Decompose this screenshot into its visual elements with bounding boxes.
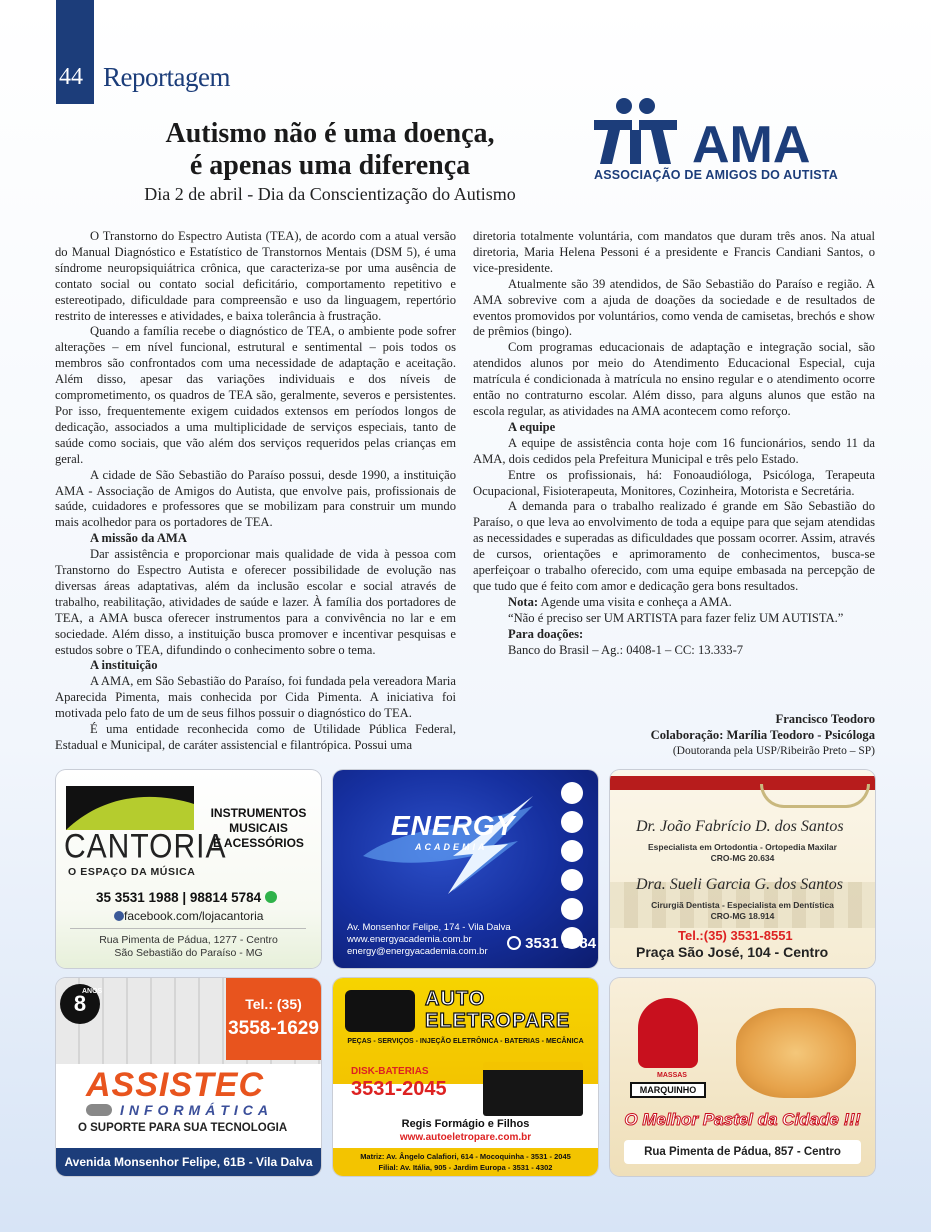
collaborator-note: (Doutoranda pela USP/Ribeirão Preto – SP) xyxy=(672,745,875,757)
dentists-phone: Tel.:(35) 3531-8551 xyxy=(678,928,793,943)
auto-owners: Regis Formágio e Filhos xyxy=(401,1118,530,1130)
whatsapp-icon xyxy=(265,891,277,903)
article-right-column xyxy=(473,229,875,658)
page-number: 44 xyxy=(59,64,83,90)
group-icon xyxy=(561,898,583,920)
auto-disk-label: DISK-BATERIAS xyxy=(351,1066,429,1077)
paragraph: Quando a família recebe o diagnóstico de TEA, o ambiente pode sofrer alterações – em nível funcional, estrutural e sentimental – pois todos os membros são confrontados com uma necessidade de adaptação e aceitação. Além disso, apesar das variações individuais e dos níveis de comprometimento, os quadros de TEA são, geralmente, severos e persistentes. Por isso, frequentemente exigem cuidados extensos em períodos longos de dedicação, associados a uma multiplicidade de serviços especiais, tanto de saúde como sociais, que vão além dos serviços requeridos pelas crianças em geral. xyxy=(55,324,456,466)
anniversary-badge xyxy=(60,984,103,1024)
marquinho-massas: MASSAS xyxy=(657,1072,687,1079)
address-line: São Sebastião do Paraíso - MG xyxy=(114,947,263,959)
products-line: E ACESSÓRIOS xyxy=(213,836,304,850)
article-left-column xyxy=(55,229,456,754)
assistec-tel-label: Tel.: (35) xyxy=(245,996,302,1012)
assistec-brand: ASSISTEC xyxy=(86,1066,265,1104)
cantoria-phones xyxy=(96,890,277,905)
energy-phone-number: 3531 8084 xyxy=(525,935,597,952)
dentist-2-specialty: Cirurgiã Dentista - Especialista em Dentística xyxy=(651,900,834,910)
cantoria-tagline: O ESPAÇO DA MÚSICA xyxy=(68,866,196,878)
phone-icon xyxy=(507,936,521,950)
energy-brand: ENERGY xyxy=(391,810,516,841)
note-label: Nota: xyxy=(508,594,539,609)
ad-energy[interactable] xyxy=(333,770,598,968)
paragraph: O Transtorno do Espectro Autista (TEA), de acordo com a atual versão do Manual Diagnóstico e Estatístico de Transtornos Mentais (DSM 5), é uma síndrome neuropsiquiátrica crônica, que caracteriza-se por uma ausência de contato social ou contato social deficitário, comportamento repetitivo e estereotipado, dificuldade para compreensão e uso da linguagem, repertório restrito de interesses e atividades, e baixa tolerância à frustração. xyxy=(55,229,456,323)
cantoria-facebook[interactable] xyxy=(114,909,263,923)
cantoria-products xyxy=(206,806,311,851)
badge-label: ANOS xyxy=(82,988,103,995)
paragraph: Com programas educacionais de adaptação e integração social, são atendidos alunos por meio do Atendimento Educacional Especial, cuja matrícula é condicionada à matrícula no ensino regular e o atendimento ocorre então no contraturno escolar. Além disso, para alguns alunos que estão na escola regular, as atividades na AMA acontecem como reforço. xyxy=(473,340,875,418)
ama-figures-icon xyxy=(594,98,677,164)
ad-autoeletropare[interactable] xyxy=(333,978,598,1176)
address-line: Rua Pimenta de Pádua, 1277 - Centro xyxy=(99,934,278,946)
paragraph: diretoria totalmente voluntária, com mandatos que duram três anos. Na atual diretoria, Maria Helena Pessoni é a presidente e Francis Candiani Santos, o vice-presidente. xyxy=(473,229,875,275)
energy-email: energy@energyacademia.com.br xyxy=(347,946,488,957)
article-title-line2: é apenas uma diferença xyxy=(189,150,471,181)
ad-assistec[interactable] xyxy=(56,978,321,1176)
runner-icon xyxy=(561,811,583,833)
dentist-2-name: Dra. Sueli Garcia G. dos Santos xyxy=(636,876,843,893)
paragraph: A demanda para o trabalho realizado é grande em São Sebastião do Paraíso, o que leva ao envolvimento de toda a equipe para que sejam atendidas as necessidades e superadas as dificuldades que possam ocorrer. Assim, através de cursos, orientações e aprimoramento de conhecimentos, busca-se aperfeiçoar o trabalho oferecido, com uma equipe embasada na percepção de que tudo que é feito com amor e dedicação gera bons resultados. xyxy=(473,499,875,593)
ama-logo-text: AMA xyxy=(692,116,811,174)
fitness-icon xyxy=(561,782,583,804)
dentists-address: Praça São José, 104 - Centro xyxy=(636,944,829,960)
truck-icon xyxy=(345,990,415,1032)
mouse-icon xyxy=(86,1104,112,1116)
ad-marquinho[interactable] xyxy=(610,978,875,1176)
ad-cantoria[interactable] xyxy=(56,770,321,968)
phones-text: 35 3531 1988 | 98814 5784 xyxy=(96,890,262,905)
dentist-1-name: Dr. João Fabrício D. dos Santos xyxy=(636,818,844,835)
auto-brand-l1: AUTO xyxy=(425,988,486,1010)
dentist-1-specialty: Especialista em Ortodontia - Ortopedia Maxilar xyxy=(648,842,837,852)
donations-label: Para doações: xyxy=(508,626,584,641)
dentist-1-cro: CRO-MG 20.634 xyxy=(710,853,775,863)
products-line: MUSICAIS xyxy=(229,821,288,835)
signature-block xyxy=(651,711,875,759)
article-title-block xyxy=(120,118,540,205)
cantoria-address xyxy=(56,934,321,960)
assistec-sub: INFORMÁTICA xyxy=(120,1102,273,1118)
auto-services: PEÇAS - SERVIÇOS - INJEÇÃO ELETRÔNICA - BATERIAS - MECÂNICA xyxy=(347,1038,584,1045)
facebook-icon xyxy=(114,911,124,921)
badge-years: 8 xyxy=(73,991,87,1016)
chef-mascot-icon xyxy=(638,998,698,1068)
dentist-1-info xyxy=(610,842,875,864)
auto-matriz: Matriz: Av. Ângelo Calafiori, 614 - Mocoquinha - 3531 - 2045 xyxy=(360,1152,571,1161)
note-line xyxy=(473,595,875,611)
energy-contact xyxy=(347,922,511,958)
energy-sub: ACADEMIA xyxy=(415,842,488,852)
energy-icon-column xyxy=(561,782,587,949)
dentist-2-info xyxy=(610,900,875,922)
author-name: Francisco Teodoro xyxy=(775,712,875,726)
cantoria-brand: CANTORIA xyxy=(64,827,227,866)
paragraph: A AMA, em São Sebastião do Paraíso, foi fundada pela vereadora Maria Aparecida Pimenta, mais conhecida por Cida Pimenta. A iniciativa foi motivada pelo fato de um de seus filhos possuir o diagnóstico do TEA. xyxy=(55,674,456,721)
cantoria-logo-graphic xyxy=(66,782,194,832)
assistec-slogan: O SUPORTE PARA SUA TECNOLOGIA xyxy=(78,1122,288,1134)
bank-account: Banco do Brasil – Ag.: 0408-1 – CC: 13.333-7 xyxy=(508,642,744,657)
note-text: Agende uma visita e conheça a AMA. xyxy=(538,594,732,609)
divider xyxy=(70,928,306,929)
dentist-2-cro: CRO-MG 18.914 xyxy=(710,911,775,921)
products-line: INSTRUMENTOS xyxy=(210,806,307,820)
article-subtitle: Dia 2 de abril - Dia da Conscientização do Autismo xyxy=(144,184,516,204)
energy-phone xyxy=(507,935,596,952)
braces-icon xyxy=(760,784,870,808)
paragraph: Entre os profissionais, há: Fonoaudióloga, Psicóloga, Terapeuta Ocupacional, Fisioterapeuta, Monitores, Cozinheira, Motorista e Secretária. xyxy=(473,467,875,498)
section-title: Reportagem xyxy=(103,62,230,92)
facebook-text: facebook.com/lojacantoria xyxy=(124,909,264,923)
paragraph: É uma entidade reconhecida como de Utilidade Pública Federal, Estadual e Municipal, de caráter assistencial e filantrópica. Possui uma xyxy=(55,722,456,752)
energy-site: www.energyacademia.com.br xyxy=(347,934,472,945)
auto-filial: Filial: Av. Itália, 905 - Jardim Europa - 3531 - 4302 xyxy=(378,1163,553,1172)
pastel-image xyxy=(736,1008,856,1098)
paragraph: A equipe de assistência conta hoje com 16 funcionários, sendo 11 da AMA, dois cedidos pela Prefeitura Municipal e três pelo Estado. xyxy=(473,435,875,466)
battery-icon xyxy=(483,1062,583,1116)
paragraph: Dar assistência e proporcionar mais qualidade de vida à pessoa com Transtorno do Espectro Autista e oferecer possibilidade de evolução nas diversas áreas adaptativas, além da inclusão escolar e social através de trabalho, reabilitação, atividades de saúde e lazer. À família dos portadores de TEA, a AMA busca oferecer instrumentos para a convivência no lar e em sociedade. Além disso, a instituição busca promover e incentivar pesquisas e estudos sobre o TEA, difundindo o conhecimento sobre o tema. xyxy=(55,547,456,657)
assistec-tel-number: 3558-1629 xyxy=(228,1018,319,1039)
dance-icon xyxy=(561,869,583,891)
marquinho-slogan: O Melhor Pastel da Cidade !!! xyxy=(624,1110,861,1129)
cycling-icon xyxy=(561,840,583,862)
auto-disk-number: 3531-2045 xyxy=(351,1078,447,1100)
ama-logo-subtitle: ASSOCIAÇÃO DE AMIGOS DO AUTISTA xyxy=(594,168,838,182)
paragraph: A cidade de São Sebastião do Paraíso possui, desde 1990, a instituição AMA - Associação de Amigos do Autista, que envolve pais, profissionais de saúde, cuidadores e professores que se mobilizam para construir um mundo mais acolhedor para os portadores de TEA. xyxy=(55,467,456,530)
auto-addresses xyxy=(333,1148,598,1176)
paragraph: Atualmente são 39 atendidos, de São Sebastião do Paraíso e região. A AMA sobrevive com a ajuda de doações da sociedade e de resultados de eventos promovidos por voluntários, como venda de camisetas, brechós e show de prêmios (bingo). xyxy=(473,276,875,339)
energy-address: Av. Monsenhor Felipe, 174 - Vila Dalva xyxy=(347,922,511,933)
ad-dentists[interactable] xyxy=(610,770,875,968)
marquinho-brand: MARQUINHO xyxy=(630,1082,706,1098)
marquinho-address: Rua Pimenta de Pádua, 857 - Centro xyxy=(624,1140,861,1164)
collaborator: Colaboração: Marília Teodoro - Psicóloga xyxy=(650,728,875,742)
subheading-instituicao: A instituição xyxy=(90,658,158,673)
article-title-line1: Autismo não é uma doença, xyxy=(165,118,495,149)
subheading-equipe: A equipe xyxy=(508,419,556,434)
auto-brand-l2: ELETROPARE xyxy=(425,1010,571,1032)
assistec-phone-box xyxy=(226,978,321,1060)
subheading-missao: A missão da AMA xyxy=(90,531,187,546)
quote: “Não é preciso ser UM ARTISTA para fazer feliz UM AUTISTA.” xyxy=(508,610,844,625)
assistec-address: Avenida Monsenhor Felipe, 61B - Vila Dalva xyxy=(56,1148,321,1176)
auto-site[interactable]: www.autoeletropare.com.br xyxy=(399,1132,532,1143)
